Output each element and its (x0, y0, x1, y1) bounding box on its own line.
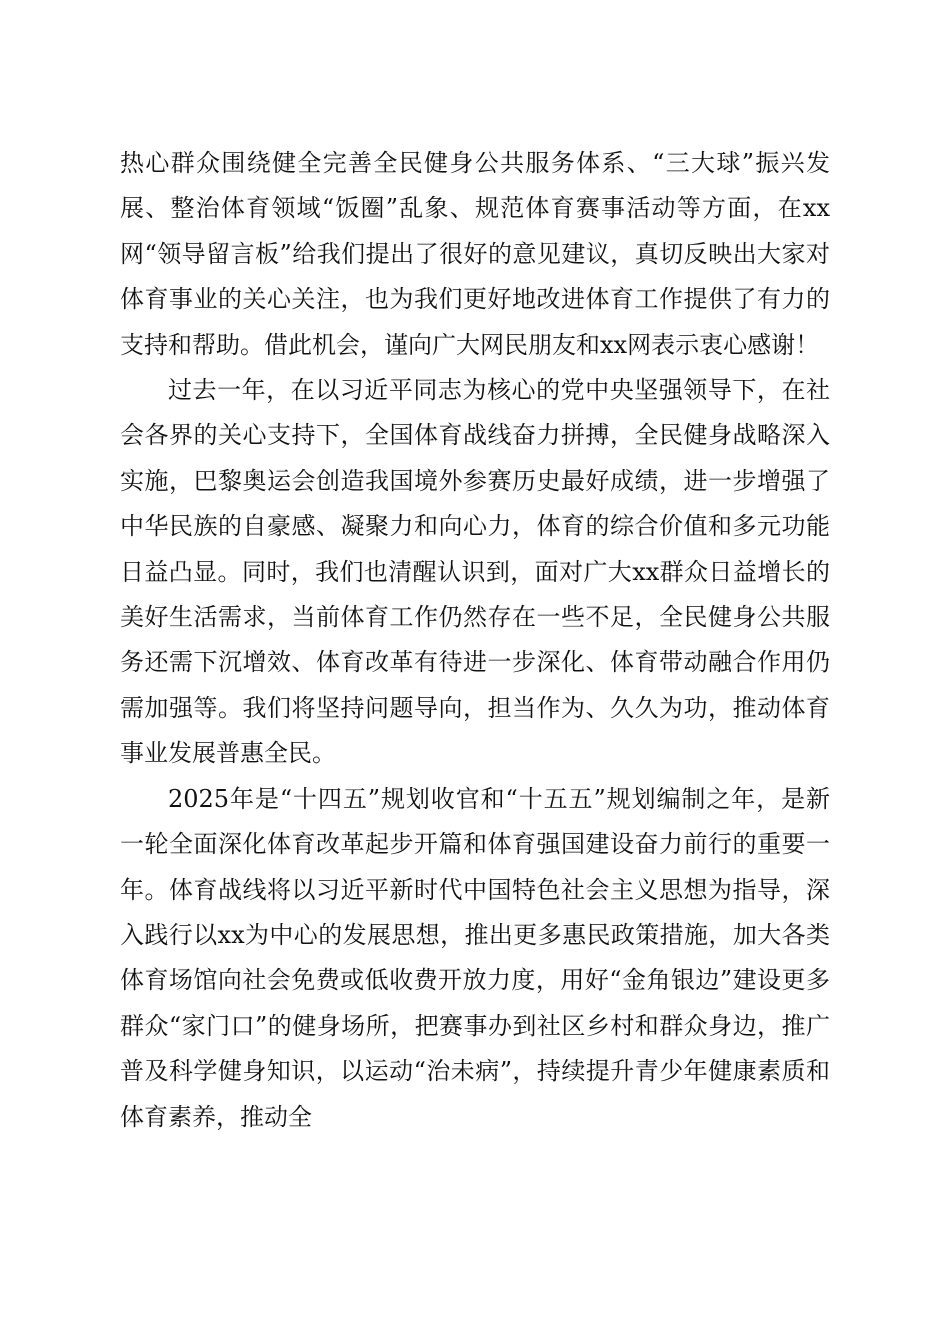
paragraph-1: 热心群众围绕健全完善全民健身公共服务体系、“三大球”振兴发展、整治体育领域“饭圈”乱象、规范体育赛事活动等方面，在xx网“领导留言板”给我们提出了很好的意见建议，真切反映出大家对体育事业的关心关注，也为我们更好地改进体育工作提供了有力的支持和帮助。借此机会，谨向广大网民朋友和xx网表示衷心感谢！ (120, 149, 830, 359)
paragraph-3: 2025年是“十四五”规划收官和“十五五”规划编制之年，是新一轮全面深化体育改革起步开篇和体育强国建设奋力前行的重要一年。体育战线将以习近平新时代中国特色社会主义思想为指导，深入践行以xx为中心的发展思想，推出更多惠民政策措施，加大各类体育场馆向社会免费或低收费开放力度，用好“金角银边”建设更多群众“家门口”的健身场所，把赛事办到社区乡村和群众身边，推广普及科学健身知识，以运动“治未病”，持续提升青少年健康素质和体育素养，推动全 (120, 784, 830, 1131)
paragraph-2: 过去一年，在以习近平同志为核心的党中央坚强领导下，在社会各界的关心支持下，全国体育战线奋力拼搏，全民健身战略深入实施，巴黎奥运会创造我国境外参赛历史最好成绩，进一步增强了中华民族的自豪感、凝聚力和向心力，体育的综合价值和多元功能日益凸显。同时，我们也清醒认识到，面对广大xx群众日益增长的美好生活需求，当前体育工作仍然存在一些不足，全民健身公共服务还需下沉增效、体育改革有待进一步深化、体育带动融合作用仍需加强等。我们将坚持问题导向，担当作为、久久为功，推动体育事业发展普惠全民。 (120, 376, 830, 768)
document-body (120, 141, 830, 1140)
